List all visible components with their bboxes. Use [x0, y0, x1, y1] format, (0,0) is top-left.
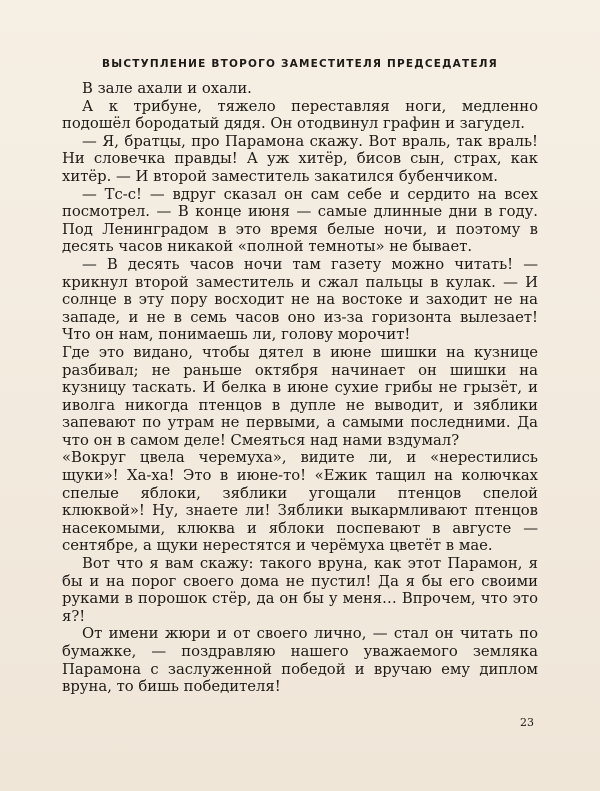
body-text: [62, 80, 538, 696]
paragraph: Вот что я вам скажу: такого вруна, как этот Парамон, я бы и на порог своего дома не пустил! Да я бы его своими руками в порошок стёр, да он бы у меня… Впрочем, что это я?!: [62, 555, 538, 625]
paragraph: — В десять часов ночи там газету можно читать! — крикнул второй заместитель и сжал пальцы в кулак. — И солнце в эту пору восходит не на востоке и заходит не на западе, и не в семь часов оно из-за горизонта вылезает! Что он нам, понимаешь ли, голову морочит!: [62, 255, 538, 344]
paragraph: «Вокруг цвела черемуха», видите ли, и «нерестились щуки»! Ха-ха! Это в июне-то! «Ежик тащил на колючках спелые яблоки, зяблики угощали птенцов спелой клюквой»! Ну, знаете ли! Зяблики выкармливают птенцов насекомыми, клюква и яблоки поспевают в августе — сентябре, а щуки нерестятся и черёмуха цветёт в мае.: [62, 449, 538, 555]
paragraph: — Тс-с! — вдруг сказал он сам себе и сердито на всех посмотрел. — В конце июня — самые длинные дни в году. Под Ленинградом в это время белые ночи, и поэтому в десять часов никакой «полной темноты» не бывает.: [62, 185, 538, 256]
page-number: 23: [520, 716, 534, 729]
paragraph: От имени жюри и от своего лично, — стал он читать по бумажке, — поздравляю нашего уважаемого земляка Парамона с заслуженной победой и вручаю ему диплом вруна, то бишь победителя!: [62, 625, 538, 696]
paragraph: А к трибуне, тяжело переставляя ноги, медленно подошёл бородатый дядя. Он отодвинул графин и загудел.: [62, 97, 538, 133]
section-heading: ВЫСТУПЛЕНИЕ ВТОРОГО ЗАМЕСТИТЕЛЯ ПРЕДСЕДАТЕЛЯ: [102, 58, 498, 70]
paragraph: — Я, братцы, про Парамона скажу. Вот враль, так враль! Ни словечка правды! А уж хитёр, бисов сын, страх, как хитёр. — И второй заместитель закатился бубенчиком.: [62, 132, 538, 185]
paragraph: В зале ахали и охали.: [82, 80, 252, 97]
paragraph: Где это видано, чтобы дятел в июне шишки на кузнице разбивал; не раньше октября начинает он шишки на кузницу таскать. И белка в июне сухие грибы не грызёт, и иволга никогда птенцов в дупле не выводит, и зяблики запевают по утрам не первыми, а самыми последними. Да что он в самом деле! Смеяться над нами вздумал?: [62, 343, 538, 449]
